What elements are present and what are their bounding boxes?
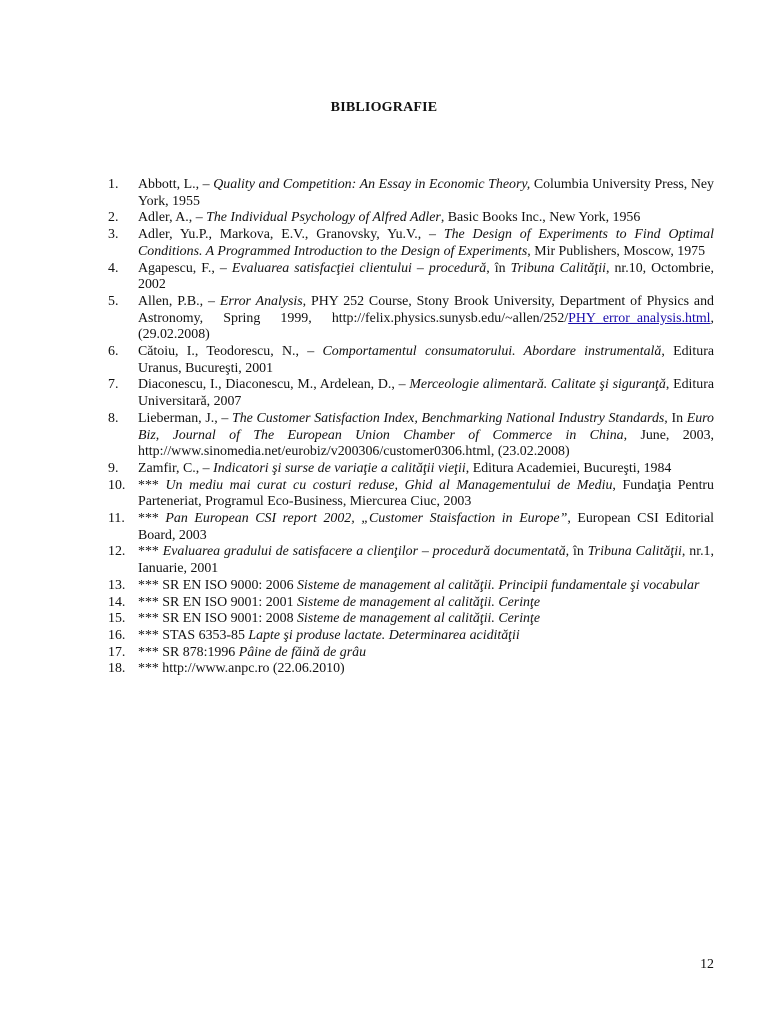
entry-italic-text: Un mediu mai curat cu costuri reduse, Ghid al Managementului de Mediu [165,477,613,493]
entry-text [138,578,699,593]
entry-number: 8. [108,410,119,426]
bibliography-entry [108,411,714,461]
entry-plain-text: Lieberman, J., – [138,410,232,426]
entry-text [138,661,345,676]
entry-italic-text: Error Analysis [219,293,303,309]
bibliography-entry [108,478,714,511]
bibliography-entry [108,611,714,628]
bibliography-entry [108,177,714,210]
entry-plain-text: *** STAS 6353-85 [138,627,249,643]
bibliography-entry [108,377,714,410]
entry-number: 17. [108,644,126,660]
entry-number: 5. [108,293,119,309]
entry-italic-text: Sisteme de management al calităţii. Cerinţe [296,611,541,627]
entry-plain-text: , nr.10, Octombrie, 2002 [138,260,715,293]
bibliography-entry [108,461,714,478]
entry-italic-text: The Individual Psychology of Alfred Adler [206,210,441,226]
entry-number: 4. [108,260,119,276]
entry-italic-text: Pâine de făină de grâu [238,644,367,660]
entry-text [138,377,714,409]
entry-italic-text: The Design of Experiments to Find Optimal Conditions. A Programmed Introduction to the Design of Experiments [138,227,714,259]
entry-italic-text: Sisteme de management al calităţii. Principii fundamentale şi vocabular [296,577,700,593]
entry-plain-text: , PHY 252 Course, Stony Brook University, Department of Physics and Astronomy, Spring 1999, http://felix.physics.sunysb.edu/~allen/252/ [138,293,714,326]
bibliography-list [108,177,714,678]
entry-plain-text: , European CSI Editorial Board, 2003 [138,511,714,543]
bibliography-entry [108,578,714,595]
entry-plain-text: , June, 2003, http://www.sinomedia.net/eurobiz/v200306/customer0306.html, (23.02.2008) [138,427,714,460]
entry-plain-text: *** SR EN ISO 9000: 2006 [138,577,297,593]
entry-plain-text: Diaconescu, I., Diaconescu, M., Ardelean, D., – [138,377,410,393]
entry-plain-text: Zamfir, C., – [138,460,214,476]
entry-plain-text: , Basic Books Inc., New York, 1956 [440,210,641,226]
entry-plain-text: Cătoiu, I., Teodorescu, N., – [138,344,323,360]
bibliography-entry [108,595,714,612]
entry-text [138,227,714,259]
entry-text [138,595,540,610]
entry-number: 14. [108,594,126,610]
entry-plain-text: , nr.1, Ianuarie, 2001 [138,544,714,577]
entry-italic-text: Sisteme de management al calităţii. Cerinţe [296,594,541,610]
entry-italic-text: Merceologie alimentară. Calitate şi siguranţă [409,377,666,393]
entry-plain-text: *** SR EN ISO 9001: 2008 [138,611,297,627]
bibliography-entry [108,261,714,294]
entry-text [138,411,714,459]
bibliography-entry [108,344,714,377]
entry-italic-text: Euro Biz, Journal of The European Union Chamber of Commerce in China [138,410,714,443]
entry-number: 9. [108,460,119,476]
bibliography-entry [108,511,714,544]
entry-number: 13. [108,577,126,593]
entry-number: 16. [108,627,126,643]
entry-italic-text: Tribuna Calităţii [510,260,606,276]
entry-number: 12. [108,544,126,560]
page-title: BIBLIOGRAFIE [330,100,438,115]
entry-italic-text: Evaluarea gradului de satisfacere a clienţilor – procedură documentată [162,544,566,560]
entry-number: 3. [108,227,119,243]
entry-plain-text: *** [138,544,163,560]
entry-link[interactable]: PHY_error_analysis.html [568,310,711,326]
entry-number: 18. [108,661,126,677]
entry-italic-text: Comportamentul consumatorului. Abordare instrumentală [322,344,662,360]
entry-plain-text: *** [138,511,166,527]
entry-number: 15. [108,611,126,627]
entry-text [138,544,714,576]
entry-plain-text: *** SR EN ISO 9001: 2001 [138,594,297,610]
entry-number: 6. [108,344,119,360]
entry-text [138,177,714,209]
entry-text [138,344,714,376]
entry-plain-text: Agapescu, F., – [138,260,232,276]
entry-plain-text: , Editura Uranus, Bucureşti, 2001 [138,344,714,376]
entry-text [138,611,540,626]
entry-italic-text: Lapte şi produse lactate. Determinarea acidităţii [248,627,520,643]
entry-text [138,628,520,643]
entry-text [138,294,714,342]
entry-plain-text: , In [664,410,687,426]
page-number: 12 [700,957,714,972]
bibliography-entry [108,294,714,344]
entry-plain-text: , în [486,260,511,276]
entry-plain-text: *** SR 878:1996 [138,644,239,660]
entry-plain-text: Abbott, L., – [138,177,214,192]
bibliography-entry [108,661,714,678]
entry-plain-text: Allen, P.B., – [138,293,220,309]
entry-plain-text: , (29.02.2008) [138,310,714,343]
entry-italic-text: Tribuna Calităţii [587,544,682,560]
entry-plain-text: , în [565,544,588,560]
entry-plain-text: *** http://www.anpc.ro (22.06.2010) [138,661,345,677]
entry-text [138,511,714,543]
entry-text [138,261,714,293]
entry-text [138,210,640,225]
entry-number: 7. [108,377,119,393]
entry-number: 2. [108,210,119,226]
entry-plain-text: *** [138,477,166,493]
entry-plain-text: , Mir Publishers, Moscow, 1975 [527,243,706,259]
entry-plain-text: , Editura Universitară, 2007 [138,377,714,410]
entry-number: 11. [108,511,125,527]
entry-italic-text: Quality and Competition: An Essay in Economic Theory, [213,177,531,192]
entry-italic-text: Pan European CSI report 2002, „Customer Staisfaction in Europe” [165,511,568,527]
entry-plain-text: , Fundaţia Pentru Parteneriat, Programul Eco-Business, Miercurea Ciuc, 2003 [138,477,715,510]
entry-italic-text: The Customer Satisfaction Index, Benchmarking National Industry Standards [231,410,665,426]
entry-number: 1. [108,177,119,192]
entry-plain-text: Columbia University Press, Ney York, 1955 [138,177,715,209]
entry-plain-text: , Editura Academiei, Bucureşti, 1984 [465,460,672,476]
entry-text [138,478,714,510]
entry-number: 10. [108,477,126,493]
entry-italic-text: Evaluarea satisfacţiei clientului – procedură [231,260,487,276]
entry-plain-text: Adler, Yu.P., Markova, E.V., Granovsky, Yu.V., – [138,227,444,243]
bibliography-entry [108,544,714,577]
bibliography-entry [108,628,714,645]
bibliography-entry [108,227,714,260]
entry-text [138,645,366,660]
entry-plain-text: Adler, A., – [138,210,207,226]
bibliography-entry [108,210,714,227]
entry-italic-text: Indicatori şi surse de variaţie a calităţii vieţii [213,460,466,476]
bibliography-entry [108,645,714,662]
entry-text [138,461,671,476]
